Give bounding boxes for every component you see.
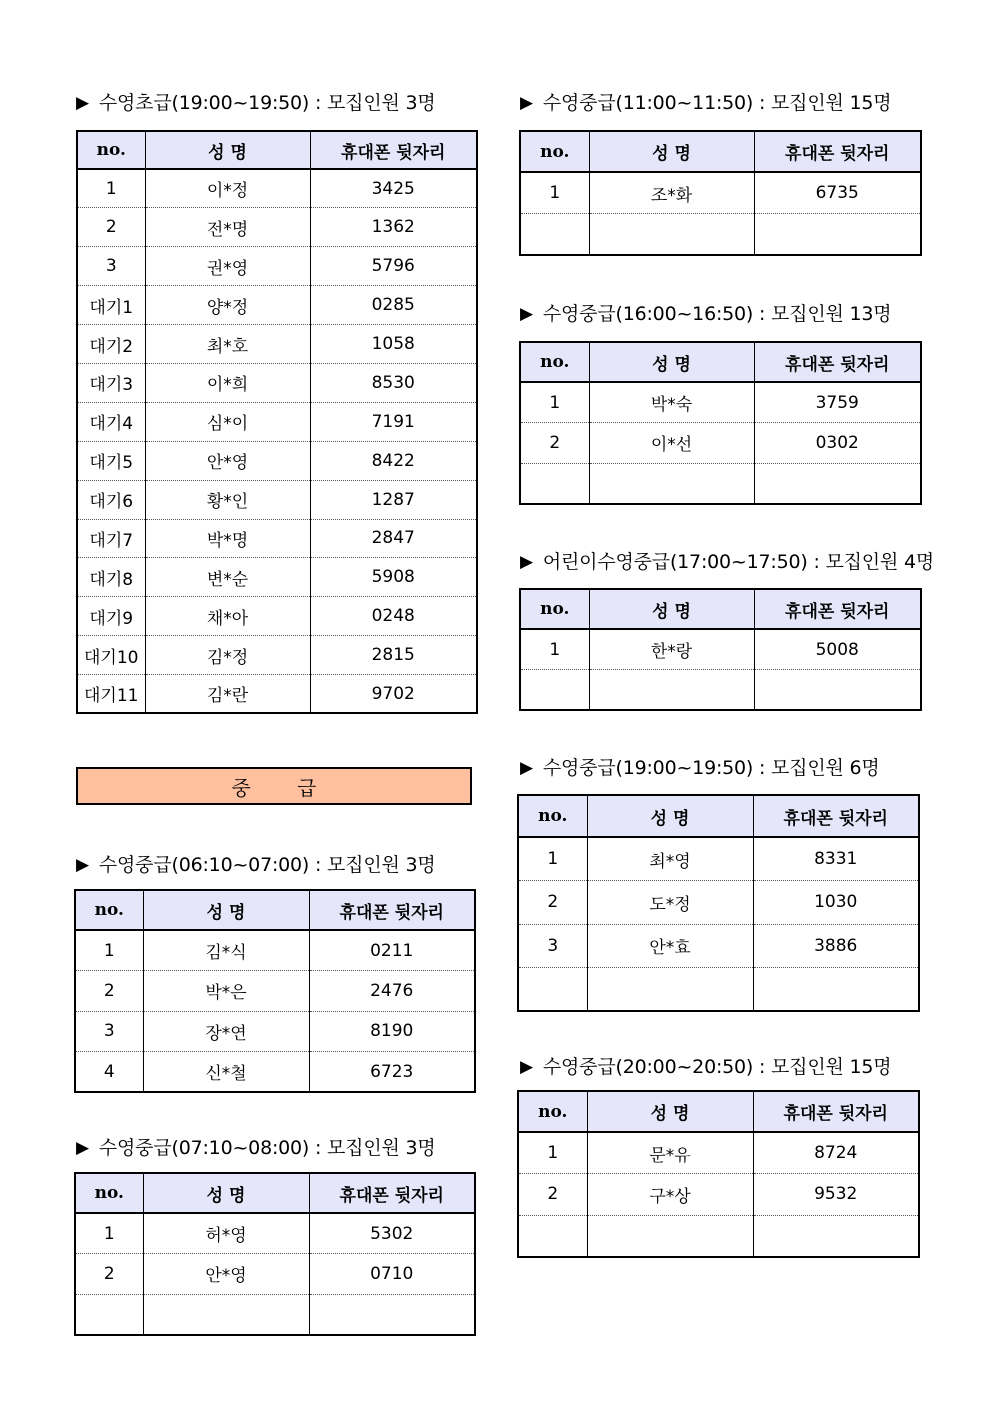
cell-name: 박*명 — [145, 519, 310, 558]
cell-no: 1 — [520, 629, 589, 670]
cell-name: 변*순 — [145, 558, 310, 597]
header-row — [518, 795, 919, 837]
table-row — [520, 670, 921, 711]
cell-phone: 6723 — [309, 1052, 475, 1093]
cell-name — [587, 1215, 753, 1257]
header-no: no. — [520, 342, 589, 382]
header-row — [520, 131, 921, 172]
section-title-text: 수영중급(11:00~11:50) : 모집인원 15명 — [542, 92, 892, 114]
table-row — [75, 1254, 475, 1295]
table-row — [75, 1294, 475, 1335]
header-name: 성 명 — [587, 1091, 753, 1132]
intermediate-banner: 중 급 — [76, 767, 472, 805]
header-name: 성 명 — [143, 1173, 309, 1213]
section-title — [520, 91, 891, 115]
cell-no: 대기10 — [77, 636, 145, 675]
header-phone: 휴대폰 뒷자리 — [310, 131, 477, 169]
table-row — [520, 463, 921, 504]
cell-name: 김*정 — [145, 636, 310, 675]
header-phone: 휴대폰 뒷자리 — [754, 589, 921, 629]
cell-no: 2 — [518, 1174, 587, 1216]
table-row — [77, 325, 477, 364]
cell-name — [589, 670, 754, 711]
header-row — [75, 890, 475, 930]
header-phone: 휴대폰 뒷자리 — [309, 890, 475, 930]
cell-no: 2 — [520, 423, 589, 464]
cell-no: 1 — [77, 169, 145, 208]
cell-name: 채*아 — [145, 597, 310, 636]
table-row — [518, 881, 919, 925]
cell-phone: 1030 — [753, 881, 919, 925]
cell-name: 이*희 — [145, 363, 310, 402]
table-row — [520, 629, 921, 670]
table-row — [518, 837, 919, 881]
roster-table — [519, 588, 922, 711]
section-title — [76, 1136, 436, 1160]
cell-phone: 8190 — [309, 1011, 475, 1052]
cell-no — [518, 968, 587, 1012]
cell-no: 3 — [518, 924, 587, 968]
cell-name — [589, 214, 754, 256]
header-row — [75, 1173, 475, 1213]
table-row — [77, 208, 477, 247]
cell-name: 박*은 — [143, 971, 309, 1012]
header-no: no. — [520, 131, 589, 172]
cell-name: 안*영 — [143, 1254, 309, 1295]
cell-name: 전*명 — [145, 208, 310, 247]
header-phone: 휴대폰 뒷자리 — [754, 131, 921, 172]
table-row — [518, 1174, 919, 1216]
section-title-text: 어린이수영중급(17:00~17:50) : 모집인원 4명 — [542, 551, 934, 573]
cell-no: 2 — [75, 971, 143, 1012]
header-no: no. — [518, 1091, 587, 1132]
cell-no: 대기7 — [77, 519, 145, 558]
cell-name: 최*호 — [145, 325, 310, 364]
cell-no: 대기5 — [77, 441, 145, 480]
cell-no: 대기11 — [84, 686, 139, 707]
cell-phone: 3425 — [310, 169, 477, 208]
triangle-bullet-icon: ▶ — [76, 1138, 89, 1158]
triangle-bullet-icon: ▶ — [520, 1057, 533, 1077]
roster-table — [517, 794, 920, 1012]
cell-no: 대기1 — [77, 286, 145, 325]
triangle-bullet-icon: ▶ — [520, 758, 533, 778]
table-row — [518, 1215, 919, 1257]
roster-table — [74, 1172, 476, 1336]
section-title-text: 수영초급(19:00~19:50) : 모집인원 3명 — [98, 92, 436, 114]
cell-phone — [309, 1294, 475, 1335]
header-row — [518, 1091, 919, 1132]
cell-no: 대기8 — [77, 558, 145, 597]
roster-table — [517, 1090, 920, 1258]
table-row — [77, 441, 477, 480]
cell-phone: 8724 — [753, 1132, 919, 1174]
section-title — [76, 91, 436, 115]
cell-no: 1 — [75, 1213, 143, 1254]
cell-phone — [754, 463, 921, 504]
cell-phone: 8530 — [310, 363, 477, 402]
header-no: no. — [75, 1173, 143, 1213]
triangle-bullet-icon: ▶ — [520, 304, 533, 324]
cell-name: 박*숙 — [589, 382, 754, 423]
cell-name: 심*이 — [145, 402, 310, 441]
table-row — [77, 247, 477, 286]
cell-phone: 2815 — [310, 636, 477, 675]
cell-phone: 9532 — [753, 1174, 919, 1216]
cell-name: 김*란 — [145, 675, 310, 714]
table-row — [77, 597, 477, 636]
cell-no: 3 — [77, 247, 145, 286]
header-name: 성 명 — [587, 795, 753, 837]
table-row — [518, 968, 919, 1012]
table-row — [520, 172, 921, 214]
header-phone: 휴대폰 뒷자리 — [753, 1091, 919, 1132]
section-title — [520, 550, 934, 574]
header-no: no. — [75, 890, 143, 930]
table-row — [520, 423, 921, 464]
cell-phone: 0302 — [754, 423, 921, 464]
table-row — [520, 382, 921, 423]
cell-phone: 5302 — [309, 1213, 475, 1254]
cell-phone — [753, 968, 919, 1012]
cell-phone: 5908 — [310, 558, 477, 597]
cell-name: 도*정 — [587, 881, 753, 925]
cell-phone: 0710 — [309, 1254, 475, 1295]
cell-name — [587, 968, 753, 1012]
cell-name: 안*효 — [587, 924, 753, 968]
cell-no: 대기4 — [77, 402, 145, 441]
cell-phone: 3886 — [753, 924, 919, 968]
table-row — [77, 519, 477, 558]
header-no: no. — [518, 795, 587, 837]
cell-phone: 2476 — [309, 971, 475, 1012]
cell-phone: 2847 — [310, 519, 477, 558]
cell-name: 문*유 — [587, 1132, 753, 1174]
table-row — [77, 402, 477, 441]
header-phone: 휴대폰 뒷자리 — [754, 342, 921, 382]
cell-name: 신*철 — [143, 1052, 309, 1093]
cell-phone — [754, 670, 921, 711]
cell-phone — [754, 214, 921, 256]
table-row — [518, 924, 919, 968]
cell-no: 1 — [520, 382, 589, 423]
header-name: 성 명 — [589, 589, 754, 629]
table-row — [75, 971, 475, 1012]
table-row — [77, 286, 477, 325]
cell-phone: 5796 — [310, 247, 477, 286]
table-row — [520, 214, 921, 256]
cell-name: 구*상 — [587, 1174, 753, 1216]
triangle-bullet-icon: ▶ — [76, 93, 89, 113]
cell-name: 최*영 — [587, 837, 753, 881]
cell-no: 1 — [520, 172, 589, 214]
cell-phone: 9702 — [310, 675, 477, 714]
roster-table — [76, 130, 478, 714]
cell-name: 양*정 — [145, 286, 310, 325]
section-title-text: 수영중급(16:00~16:50) : 모집인원 13명 — [542, 303, 892, 325]
cell-phone: 5008 — [754, 629, 921, 670]
triangle-bullet-icon: ▶ — [520, 93, 533, 113]
cell-phone: 7191 — [310, 402, 477, 441]
cell-name: 권*영 — [145, 247, 310, 286]
cell-name — [589, 463, 754, 504]
cell-no: 4 — [103, 1061, 115, 1082]
cell-no: 대기9 — [77, 597, 145, 636]
table-row — [75, 1052, 475, 1093]
cell-name: 이*정 — [145, 169, 310, 208]
triangle-bullet-icon: ▶ — [520, 552, 533, 572]
table-row — [77, 169, 477, 208]
section-title-text: 수영중급(19:00~19:50) : 모집인원 6명 — [542, 757, 880, 779]
header-name: 성 명 — [143, 890, 309, 930]
header-row — [520, 342, 921, 382]
cell-phone: 0211 — [309, 930, 475, 971]
cell-name — [143, 1294, 309, 1335]
cell-phone: 1362 — [310, 208, 477, 247]
header-name: 성 명 — [145, 131, 310, 169]
cell-no: 대기3 — [77, 363, 145, 402]
cell-phone: 0248 — [310, 597, 477, 636]
cell-no: 2 — [518, 881, 587, 925]
cell-no: 대기6 — [77, 480, 145, 519]
cell-phone: 8331 — [753, 837, 919, 881]
cell-no: 1 — [75, 930, 143, 971]
cell-name: 김*식 — [143, 930, 309, 971]
roster-table — [74, 889, 476, 1093]
header-row — [520, 589, 921, 629]
table-row — [75, 1011, 475, 1052]
cell-phone: 8422 — [310, 441, 477, 480]
header-phone: 휴대폰 뒷자리 — [753, 795, 919, 837]
cell-phone: 6735 — [754, 172, 921, 214]
roster-table — [519, 341, 922, 505]
table-row — [77, 480, 477, 519]
cell-name: 허*영 — [143, 1213, 309, 1254]
section-title — [76, 853, 436, 877]
table-row — [77, 636, 477, 675]
cell-name: 장*연 — [143, 1011, 309, 1052]
cell-no — [520, 214, 589, 256]
cell-name: 한*랑 — [589, 629, 754, 670]
section-title — [520, 302, 891, 326]
header-name: 성 명 — [589, 342, 754, 382]
cell-name: 안*영 — [145, 441, 310, 480]
header-no: no. — [520, 589, 589, 629]
header-no: no. — [77, 131, 145, 169]
cell-no — [518, 1215, 587, 1257]
cell-no — [520, 463, 589, 504]
section-title — [520, 756, 880, 780]
section-title — [520, 1055, 891, 1079]
cell-no: 1 — [518, 837, 587, 881]
cell-no — [520, 670, 589, 711]
cell-no — [75, 1294, 143, 1335]
header-name: 성 명 — [589, 131, 754, 172]
table-row — [75, 1213, 475, 1254]
header-phone: 휴대폰 뒷자리 — [309, 1173, 475, 1213]
table-row — [518, 1132, 919, 1174]
cell-no: 3 — [75, 1011, 143, 1052]
table-row — [77, 363, 477, 402]
roster-table — [519, 130, 922, 256]
triangle-bullet-icon: ▶ — [76, 855, 89, 875]
cell-no: 대기2 — [77, 325, 145, 364]
cell-phone: 0285 — [310, 286, 477, 325]
cell-phone — [753, 1215, 919, 1257]
cell-no: 2 — [77, 208, 145, 247]
cell-name: 조*화 — [589, 172, 754, 214]
table-row — [75, 930, 475, 971]
cell-no: 1 — [518, 1132, 587, 1174]
cell-no: 2 — [75, 1254, 143, 1295]
header-row — [77, 131, 477, 169]
section-title-text: 수영중급(06:10~07:00) : 모집인원 3명 — [98, 854, 436, 876]
cell-phone: 1058 — [310, 325, 477, 364]
cell-phone: 1287 — [310, 480, 477, 519]
table-row — [77, 558, 477, 597]
cell-name: 황*인 — [145, 480, 310, 519]
section-title-text: 수영중급(20:00~20:50) : 모집인원 15명 — [542, 1056, 892, 1078]
cell-name: 이*선 — [589, 423, 754, 464]
section-title-text: 수영중급(07:10~08:00) : 모집인원 3명 — [98, 1137, 436, 1159]
cell-phone: 3759 — [754, 382, 921, 423]
table-row — [77, 675, 477, 714]
